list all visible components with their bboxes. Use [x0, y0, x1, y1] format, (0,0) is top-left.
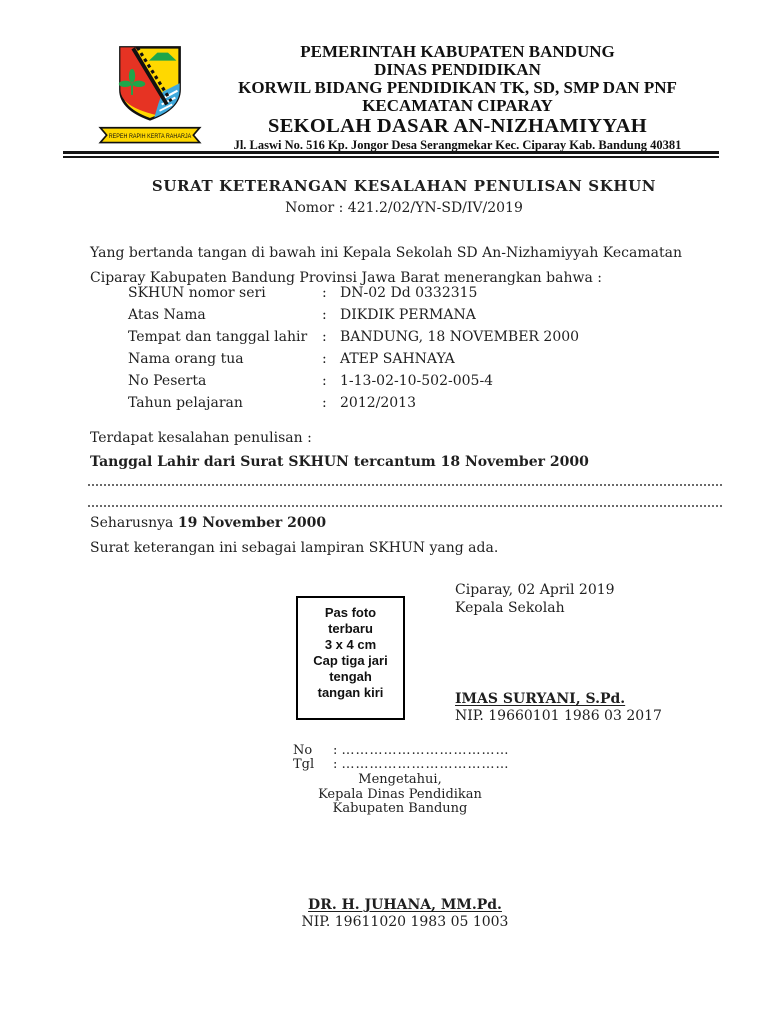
place-date: Ciparay, 02 April 2019 — [455, 582, 615, 598]
detail-value: DN-02 Dd 0332315 — [340, 285, 478, 301]
acknowledgement-block — [250, 773, 550, 817]
logo-motto-text: REPEH RAPIH KERTA RAHARJA — [108, 132, 192, 140]
detail-row-name — [128, 307, 579, 329]
letterhead-department: DINAS PENDIDIKAN — [374, 60, 541, 79]
acknowledgement-word: Mengetahui, — [358, 772, 442, 787]
no-dotted-fill: ……………………………… — [341, 743, 510, 758]
detail-row-school-year — [128, 395, 579, 417]
tgl-colon: : — [333, 757, 338, 772]
error-statement: Tanggal Lahir dari Surat SKHUN tercantum 18 November 2000 — [90, 454, 589, 470]
kabupaten-bandung-logo — [97, 41, 203, 151]
no-label: No — [293, 743, 313, 758]
dotted-fill-line — [88, 484, 722, 486]
correction-value: 19 November 2000 — [177, 515, 327, 531]
signer-role: Kepala Sekolah — [455, 600, 565, 616]
detail-colon: : — [322, 351, 327, 367]
headmaster-name: IMAS SURYANI, S.Pd. — [455, 691, 626, 707]
detail-colon: : — [322, 285, 327, 301]
detail-value: 2012/2013 — [340, 395, 416, 411]
photo-box-line: 3 x 4 cm — [324, 637, 377, 652]
registration-fields — [293, 744, 510, 772]
detail-value: 1-13-02-10-502-005-4 — [340, 373, 494, 389]
letterhead — [200, 43, 715, 153]
photo-box-line: tangan kiri — [317, 685, 384, 700]
detail-label: SKHUN nomor seri — [128, 285, 266, 301]
letterhead-school-name: SEKOLAH DASAR AN-NIZHAMIYYAH — [268, 115, 647, 137]
detail-value: BANDUNG, 18 NOVEMBER 2000 — [340, 329, 580, 345]
student-details — [128, 285, 579, 417]
office-head-signature — [250, 897, 560, 931]
acknowledgement-office-2: Kabupaten Bandung — [332, 801, 468, 816]
detail-row-skhun-serial — [128, 285, 579, 307]
detail-row-parent — [128, 351, 579, 373]
detail-colon: : — [322, 373, 327, 389]
attachment-note: Surat keterangan ini sebagai lampiran SKHUN yang ada. — [90, 540, 499, 556]
detail-label: Nama orang tua — [128, 351, 244, 367]
office-head-name: DR. H. JUHANA, MM.Pd. — [308, 897, 502, 913]
letterhead-district: KECAMATAN CIPARAY — [362, 96, 553, 115]
letterhead-korwil: KORWIL BIDANG PENDIDIKAN TK, SD, SMP DAN PNF — [238, 78, 677, 97]
photo-box-line: Pas foto — [324, 605, 377, 620]
coat-of-arms-icon — [97, 41, 203, 151]
correction-prefix: Seharusnya — [90, 515, 178, 531]
detail-colon: : — [322, 307, 327, 323]
office-head-nip: NIP. 19611020 1983 05 1003 — [301, 914, 509, 930]
detail-row-birth — [128, 329, 579, 351]
letterhead-divider — [63, 151, 719, 158]
correction-line — [90, 515, 326, 531]
letterhead-government: PEMERINTAH KABUPATEN BANDUNG — [300, 42, 615, 61]
detail-label: Tahun pelajaran — [128, 395, 243, 411]
no-colon: : — [333, 743, 338, 758]
detail-colon: : — [322, 395, 327, 411]
error-heading: Terdapat kesalahan penulisan : — [90, 430, 312, 446]
photo-box-line: tengah — [329, 669, 372, 684]
intro-paragraph: Yang bertanda tangan di bawah ini Kepala Sekolah SD An-Nizhamiyyah Kecamatan Ciparay Kabupaten Bandung Provinsi Jawa Barat menerangkan bahwa : — [90, 245, 682, 286]
place-date-block — [455, 581, 615, 617]
photo-placeholder-box — [296, 596, 405, 720]
detail-label: Tempat dan tanggal lahir — [128, 329, 308, 345]
document-title: SURAT KETERANGAN KESALAHAN PENULISAN SKHUN — [151, 177, 657, 195]
acknowledgement-office-1: Kepala Dinas Pendidikan — [318, 786, 482, 802]
tgl-label: Tgl — [293, 757, 315, 772]
detail-value: ATEP SAHNAYA — [340, 351, 455, 367]
tgl-dotted-fill: ……………………………… — [341, 757, 510, 772]
registration-tgl-row — [293, 758, 510, 772]
registration-no-row — [293, 744, 510, 758]
headmaster-nip: NIP. 19660101 1986 03 2017 — [455, 708, 662, 724]
detail-label: No Peserta — [128, 373, 207, 389]
letterhead-address: Jl. Laswi No. 516 Kp. Jongor Desa Serangmekar Kec. Ciparay Kab. Bandung 40381 — [233, 138, 682, 152]
document-number: Nomor : 421.2/02/YN-SD/IV/2019 — [285, 200, 523, 216]
headmaster-signature — [455, 691, 662, 725]
detail-label: Atas Nama — [128, 307, 206, 323]
detail-row-participant-no — [128, 373, 579, 395]
detail-value: DIKDIK PERMANA — [340, 307, 476, 323]
detail-colon: : — [322, 329, 327, 345]
photo-box-line: Cap tiga jari — [313, 653, 388, 668]
photo-box-line: terbaru — [328, 621, 373, 636]
dotted-fill-line — [88, 505, 722, 507]
